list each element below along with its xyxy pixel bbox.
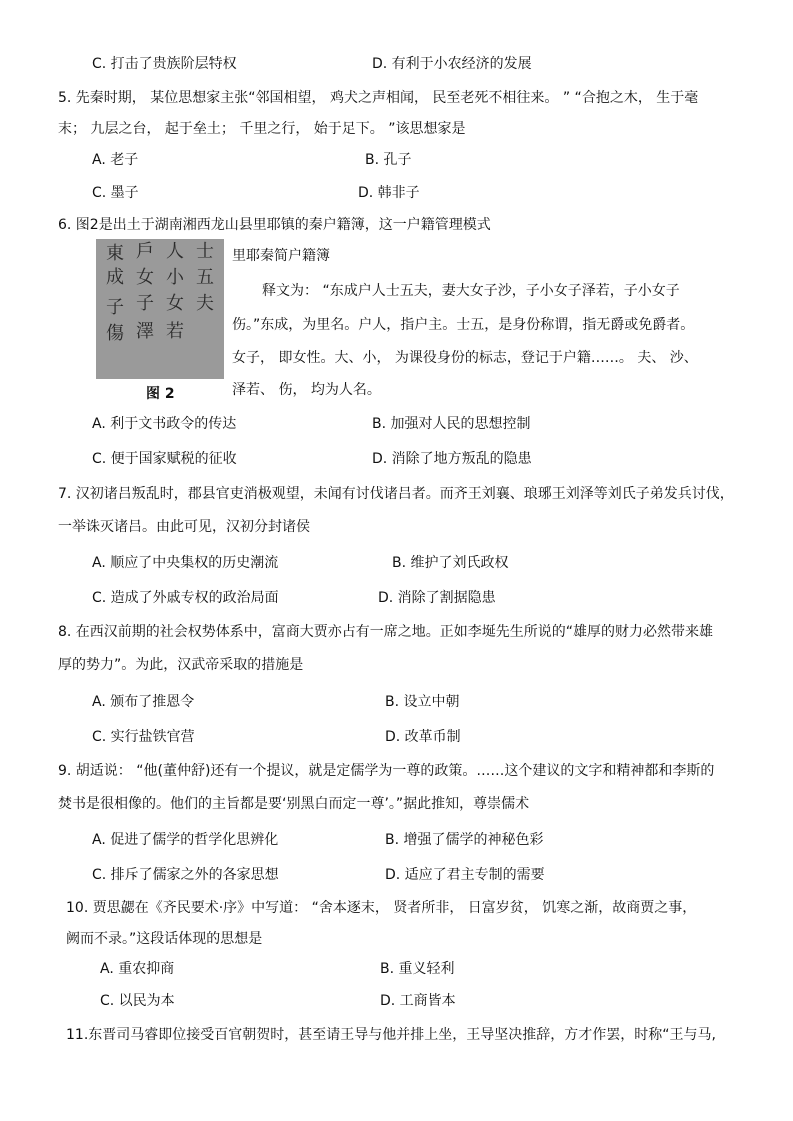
q10-option-a: A. 重农抑商 — [100, 961, 175, 977]
q8-option-b: B. 设立中朝 — [385, 694, 460, 710]
q7-option-a: A. 顺应了中央集权的历史潮流 — [92, 555, 279, 571]
q8-stem-line1: 8. 在西汉前期的社会权势体系中，富商大贾亦占有一席之地。正如李埏先生所说的“雄厚的财力必然带来雄 — [58, 624, 714, 640]
q11-stem-line1: 11.东晋司马睿即位接受百官朝贺时，甚至请王导与他并排上坐，王导坚决推辞，方才作罢，时称“王与马, — [66, 1027, 716, 1043]
q10-option-b: B. 重义轻利 — [380, 961, 455, 977]
q9-stem-line2: 焚书是很相像的。他们的主旨都是要‘别黑白而定一尊’。”据此推知，尊崇儒术 — [58, 796, 530, 812]
q5-stem-line1: 5. 先秦时期， 某位思想家主张“邻国相望， 鸡犬之声相闻， 民至老死不相往来。 ” “合抱之木， 生于毫 — [58, 90, 699, 106]
q10-stem-line2: 阙而不录。”这段话体现的思想是 — [66, 931, 263, 947]
q7-stem-line2: 一举诛灭诸吕。由此可见，汉初分封诸侯 — [58, 519, 310, 535]
q10-stem-line1: 10. 贾思勰在《齐民要术·序》中写道： “舍本逐末， 贤者所非， 日富岁贫， 饥寒之渐，故商贾之事， — [66, 900, 697, 916]
q7-stem-line1: 7. 汉初诸吕叛乱时，郡县官吏消极观望，未闻有讨伐诸吕者。而齐王刘襄、琅琊王刘泽等刘氏子弟发兵讨伐， — [58, 486, 734, 502]
q4-option-d: D. 有利于小农经济的发展 — [372, 56, 532, 72]
q8-option-a: A. 颁布了推恩令 — [92, 694, 195, 710]
q5-option-c: C. 墨子 — [92, 185, 139, 201]
q6-option-d: D. 消除了地方叛乱的隐患 — [372, 451, 532, 467]
q4-option-c: C. 打击了贵族阶层特权 — [92, 56, 237, 72]
q7-option-d: D. 消除了割据隐患 — [378, 590, 496, 606]
q5-option-b: B. 孔子 — [365, 152, 412, 168]
q9-option-b: B. 增强了儒学的神秘色彩 — [385, 832, 544, 848]
q10-option-c: C. 以民为本 — [100, 993, 175, 1009]
bamboo-slip-image: 東 成 子 傷 戶 女 子 澤 人 小 女 若 士 五 夫 — [96, 239, 224, 379]
q7-option-b: B. 维护了刘氏政权 — [392, 555, 509, 571]
q6-option-c: C. 便于国家赋税的征收 — [92, 451, 237, 467]
q9-option-a: A. 促进了儒学的哲学化思辨化 — [92, 832, 279, 848]
q6-transcription-line2: 伤。”东成，为里名。户人，指户主。士五，是身份称谓，指无爵或免爵者。 — [232, 317, 695, 333]
q6-transcription-line1: 释文为： “东成户人士五夫，妻大女子沙，子小女子泽若，子小女子 — [262, 283, 680, 299]
q9-option-c: C. 排斥了儒家之外的各家思想 — [92, 867, 279, 883]
q8-option-c: C. 实行盐铁官营 — [92, 729, 195, 745]
q6-transcription-line4: 泽若、 伤， 均为人名。 — [232, 382, 381, 398]
q9-stem-line1: 9. 胡适说： “他(董仲舒)还有一个提议，就是定儒学为一尊的政策。……这个建议的文字和精神都和李斯的 — [58, 763, 715, 779]
q10-option-d: D. 工商皆本 — [380, 993, 456, 1009]
q5-stem-line2: 末； 九层之台， 起于垒土； 千里之行， 始于足下。 ”该思想家是 — [58, 121, 466, 137]
q6-option-a: A. 利于文书政令的传达 — [92, 416, 237, 432]
q5-option-d: D. 韩非子 — [358, 185, 420, 201]
q5-option-a: A. 老子 — [92, 152, 139, 168]
figure-label: 图 2 — [146, 386, 175, 402]
q8-stem-line2: 厚的势力”。为此，汉武帝采取的措施是 — [58, 657, 304, 673]
q7-option-c: C. 造成了外戚专权的政治局面 — [92, 590, 279, 606]
q8-option-d: D. 改革币制 — [385, 729, 461, 745]
q6-option-b: B. 加强对人民的思想控制 — [372, 416, 531, 432]
q9-option-d: D. 适应了君主专制的需要 — [385, 867, 545, 883]
q6-transcription-line3: 女子， 即女性。大、小， 为课役身份的标志，登记于户籍……。 夫、 沙、 — [232, 350, 698, 366]
q6-stem: 6. 图2是出土于湖南湘西龙山县里耶镇的秦户籍簿，这一户籍管理模式 — [58, 217, 491, 233]
figure-title: 里耶秦简户籍簿 — [232, 248, 330, 264]
